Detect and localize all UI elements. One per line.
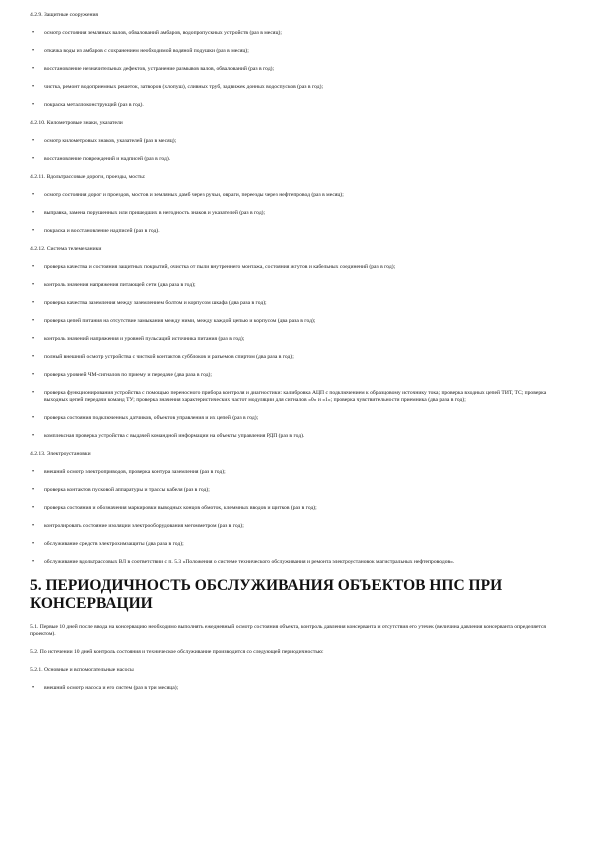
bullet-item: • проверка качества и состояния защитных покрытий, очистка от пыли внутреннего монтажа, состояния жгутов и кабельных соединений (раз в год); — [30, 264, 570, 271]
bullet-item: • внешний осмотр электроприводов, проверка контура заземления (раз в год); — [30, 469, 570, 476]
bullet-item: • проверка контактов пусковой аппаратуры и трассы кабеля (раз в год); — [30, 487, 570, 494]
bullet-item: • выправка, замена порушенных или пришедших в негодность знаков и указателей (раз в год); — [30, 210, 570, 217]
bullet-item: • откачка воды из амбаров с сохранением необходимой водяной подушки (раз в месяц); — [30, 48, 570, 55]
document-page — [30, 12, 570, 703]
bullet-item: • внешний осмотр насоса и его систем (раз в три месяца); — [30, 685, 570, 692]
bullet-item: • обслуживание средств электрохимзащиты (два раза в год); — [30, 541, 570, 548]
paragraph: 4.2.12. Система телемеханики — [30, 246, 102, 252]
paragraph: 4.2.13. Электроустановки — [30, 451, 91, 458]
bullet-item: • восстановление повреждений и надписей (раз в год). — [30, 156, 570, 163]
bullet-item: • осмотр состояния дорог и проездов, мостов и земляных дамб через ручьи, овраги, переезды через нефтепровод (раз в месяц); — [30, 192, 570, 199]
bullet-item: • покраска металлоконструкций (раз в год). — [30, 102, 570, 109]
bullet-item: • контроль значений напряжения и уровней пульсаций источника питания (раз в год); — [30, 336, 570, 343]
paragraph: 5.2.1. Основные и вспомогательные насосы — [30, 667, 134, 674]
bullet-item: • контролировать состояние изоляции электрооборудования мегомметром (раз в год); — [30, 523, 570, 530]
paragraph: 5.2. По истечении 10 дней контроль состояния и техническое обслуживание производится со следующей периодичностью: — [30, 649, 324, 656]
bullet-item: • комплексная проверка устройства с выдачей командной информации на объекты управления РДП (раз в год). — [30, 433, 570, 440]
bullet-item: • покраска и восстановление надписей (раз в год). — [30, 228, 570, 235]
bullet-item: • осмотр состояния земляных валов, обвалований амбаров, водопропускных устройств (раз в месяц); — [30, 30, 570, 37]
paragraph: 4.2.10. Километровые знаки, указатели — [30, 120, 123, 126]
bullet-item: • проверка цепей питания на отсутствие замыкания между ними, между каждой цепью и корпусом (два раза в год); — [30, 318, 570, 325]
bullet-item: • чистка, ремонт водоприемных решеток, затворов (хлопуш), сливных труб, задвижек донных водоспусков (раз в год); — [30, 84, 570, 91]
bullet-item: • восстановление незначительных дефектов, устранение размывов валов, обвалований (раз в год); — [30, 66, 570, 73]
bullet-item: • контроль значения напряжения питающей сети (два раза в год); — [30, 282, 570, 289]
bullet-item: • проверка качества заземления между заземлением болтом и корпусом шкафа (два раза в год); — [30, 300, 570, 307]
paragraph: 4.2.9. Защитные сооружения — [30, 12, 99, 18]
paragraph: 5.1. Первые 10 дней после ввода на консервацию необходимо выполнять ежедневный осмотр состояния объекта, контроль давления консерванта и отсутствия его утечек (величина давления консерванта определяется проектом). — [30, 624, 546, 638]
bullet-item: • проверка состояния подключенных датчиков, объектов управления и их цепей (раз в год); — [30, 415, 570, 422]
bullet-item: • полный внешний осмотр устройства с чисткой контактов субблоков и разъемов спиртом (два раза в год); — [30, 354, 570, 361]
paragraph: 4.2.11. Вдольтрассовые дороги, проезды, мосты: — [30, 174, 146, 180]
bullet-item: • обслуживание вдольтрассовых ВЛ в соответствии с п. 5.3 «Положения о системе технического обслуживания и ремонта электроустановок магистральных нефтепроводов». — [30, 559, 570, 566]
bullet-item: • осмотр километровых знаков, указателей (раз в месяц); — [30, 138, 570, 145]
section-heading: 5. ПЕРИОДИЧНОСТЬ ОБСЛУЖИВАНИЯ ОБЪЕКТОВ НПС ПРИ КОНСЕРВАЦИИ — [30, 577, 503, 613]
bullet-item: • проверка состояния и обозначения маркировки выводных концов обмоток, клеммных вводов и щитков (раз в год); — [30, 505, 570, 512]
bullet-item: • проверка уровней ЧМ-сигналов по приему и передаче (два раза в год); — [30, 372, 570, 379]
bullet-item: • проверка функционирования устройства с помощью переносного прибора контроля и диагностики: калибровка АЦП с подключением к образцовому источнику тока; проверка входных цепей ТИТ, ТС; проверка выходных цепей передачи команд ТУ; проверка значения характеристических частот модуляции для сигналов «0» и «1»; проверка чувствительности приемника (два раза в год); — [30, 390, 570, 404]
